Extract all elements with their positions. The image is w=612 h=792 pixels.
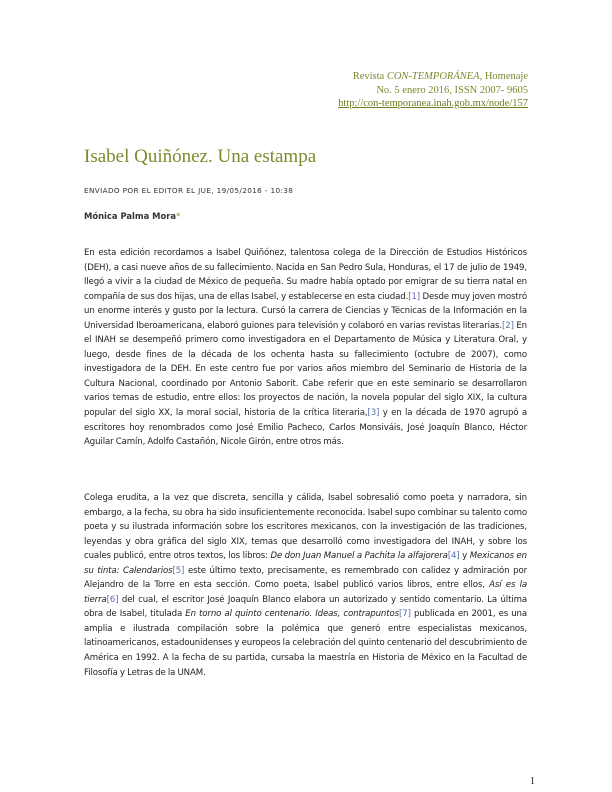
book-title: En torno al quinto centenario. Ideas, contrapuntos (185, 609, 400, 620)
page-number: 1 (530, 776, 535, 787)
paragraph-text: Colega erudita, a la vez que discreta, sencilla y cálida, Isabel sobresalió como poeta y narradora, sin embargo, a la fecha, su obra ha sido insuficientemente reconocida. Isabel supo combinar su talento como poeta y su ilustrada información sobre los escritores mexicanos, con la investigación de las tradiciones, leyendas y obra gráfica del siglo XIX, temas que desarrolló como investigadora del INAH, y sobre los cuales publicó, entre otros textos, los libros: (84, 493, 527, 562)
paragraph-text: En el INAH se desempeñó primero como investigadora en el Departamento de Música y Literatura Oral, y luego, desde fines de la década de los ochenta hasta su fallecimiento (octubre de 2007), como investigadora de la DEH. En este centro fue por varios años miembro del Seminario de Historia de la Cultura Nacional, coordinado por Antonio Saborit. Cabe referir que en este seminario se desarrollaron varios temas de estudio, entre ellos: los proyectos de nación, la novela popular del siglo XIX, la cultura popular del siglo XX, la moral social, historia de la crítica literaria, (84, 320, 528, 419)
footnote-link-5[interactable]: [5] (172, 565, 185, 576)
journal-prefix: Revista (352, 71, 387, 82)
paragraph-text: y (459, 551, 470, 562)
journal-name: CON-TEMPORÁNEA (386, 71, 480, 82)
article-byline: ENVIADO POR EL EDITOR EL JUE, 19/05/2016 - 10:38 (84, 186, 294, 195)
paragraph-text: Desde muy joven mostró un enorme interés y gusto por la lectura. Cursó la carrera de Ciencias y Técnicas de la Información en la Universidad Iberoamericana, elaboró guiones para televisión y colaboró en varias revistas literarias. (84, 291, 527, 331)
footnote-link-2[interactable]: [2] (502, 320, 514, 331)
paragraph-text: del cual, el escritor José Joaquín Blanco elabora un autorizado y sentido comentario. La última obra de Isabel, titulada (84, 594, 527, 620)
body-paragraph-1 (84, 246, 527, 450)
book-title: Así es la tierra (84, 580, 528, 605)
journal-url-link[interactable]: http://con-temporanea.inah.gob.mx/node/157 (338, 98, 528, 109)
footnote-link-3[interactable]: [3] (367, 408, 380, 419)
journal-suffix: , Homenaje (479, 71, 528, 82)
footnote-link-1[interactable]: [1] (408, 291, 421, 302)
book-title: Mexicanos en su tinta: Calendarios (84, 551, 527, 576)
author-footnote-mark[interactable]: * (176, 211, 181, 221)
body-paragraph-2 (84, 491, 527, 680)
journal-header (228, 70, 528, 111)
article-title: Isabel Quiñónez. Una estampa (84, 146, 317, 167)
article-author (84, 211, 534, 221)
paragraph-text: publicada en 2001, es una amplia e ilustrada compilación sobre la polémica que generó entre especialistas mexicanos, latinoamericanos, estadounidenses y europeos la celebración del quinto centenario del descubrimiento de América en 1992. A la fecha de su partida, cursaba la maestría en Historia de México en la Facultad de Filosofía y Letras de la UNAM. (84, 609, 528, 678)
footnote-link-7[interactable]: [7] (399, 609, 411, 620)
paragraph-text: este último texto, precisamente, es remembrado con calidez y admiración por Alejandro de la Torre en esta sección. Como poeta, Isabel publicó varios libros, entre ellos, (84, 565, 528, 591)
footnote-link-6[interactable]: [6] (106, 594, 119, 605)
footnote-link-4[interactable]: [4] (447, 551, 460, 562)
author-name: Mónica Palma Mora (84, 211, 177, 221)
book-title: De don Juan Manuel a Pachita la alfajorera (270, 551, 448, 562)
journal-issue: No. 5 enero 2016, ISSN 2007- 9605 (376, 84, 528, 96)
journal-line-1 (228, 70, 528, 84)
paragraph-text: En esta edición recordamos a Isabel Quiñónez, talentosa colega de la Dirección de Estudios Históricos (DEH), a casi nueve años de su fallecimiento. Nacida en San Pedro Sula, Honduras, el 17 de julio de 1949, llegó a vivir a la ciudad de México de pequeña. Su madre había optado por emigrar de su tierra natal en compañía de sus dos hijas, una de ellas Isabel, y establecerse en esta ciudad. (84, 248, 527, 302)
paragraph-text: y en la década de 1970 agrupó a escritores hoy renombrados como José Emilio Pacheco, Carlos Monsiváis, José Joaquín Blanco, Héctor Aguilar Camín, Adolfo Castañón, Nicole Girón, entre otros más. (84, 408, 527, 448)
